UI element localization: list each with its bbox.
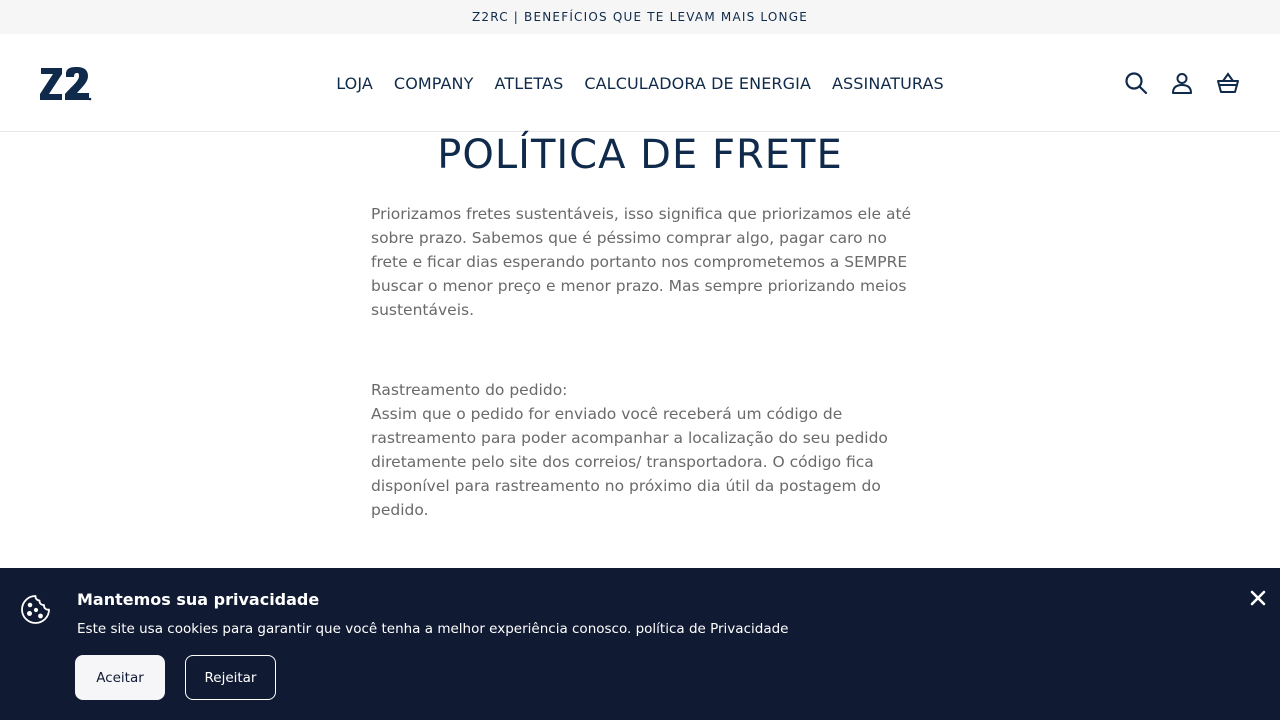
tracking-paragraph: Assim que o pedido for enviado você receberá um código de rastreamento para poder acompanhar a localização do seu pedido diretamente pelo site dos correios/ transportadora. O código fica disponível para rastreamento no próximo dia útil da postagem do pedido. (371, 405, 888, 519)
announcement-text: Z2RC | BENEFÍCIOS QUE TE LEVAM MAIS LONGE (472, 10, 808, 24)
cookie-title: Mantemos sua privacidade (77, 590, 320, 609)
nav-item-loja[interactable]: LOJA (336, 73, 373, 93)
cookie-message-text: Este site usa cookies para garantir que você tenha a melhor experiência conosco. (77, 621, 632, 637)
cookie-banner (0, 568, 1280, 720)
search-icon[interactable] (1124, 71, 1148, 95)
nav-item-calculadora-de-energia[interactable]: CALCULADORA DE ENERGIA (584, 73, 811, 93)
header-actions (1124, 71, 1240, 95)
site-header (0, 34, 1280, 132)
tracking-heading: Rastreamento do pedido: (371, 381, 568, 399)
nav-item-atletas[interactable]: ATLETAS (494, 73, 564, 93)
privacy-policy-link[interactable]: política de Privacidade (635, 621, 789, 637)
close-icon[interactable] (1248, 588, 1268, 608)
cookie-icon (20, 594, 51, 625)
reject-cookies-button[interactable]: Rejeitar (185, 655, 276, 700)
nav-item-assinaturas[interactable]: ASSINATURAS (832, 73, 944, 93)
nav-item-company[interactable]: COMPANY (393, 73, 474, 93)
account-icon[interactable] (1170, 71, 1194, 95)
cookie-message (77, 621, 788, 637)
page-title: POLÍTICA DE FRETE (437, 132, 843, 178)
main-nav (0, 34, 1280, 132)
cart-icon[interactable] (1216, 71, 1240, 95)
accept-cookies-button[interactable]: Aceitar (75, 655, 165, 700)
announcement-bar (0, 0, 1280, 34)
z2-logo-icon[interactable] (40, 66, 92, 102)
tracking-section (371, 378, 916, 522)
intro-paragraph: Priorizamos fretes sustentáveis, isso significa que priorizamos ele até sobre prazo. Sabemos que é péssimo comprar algo, pagar caro no frete e ficar dias esperando portanto nos comprometemos a SEMPRE buscar o menor preço e menor prazo. Mas sempre priorizando meios sustentáveis. (371, 205, 912, 319)
